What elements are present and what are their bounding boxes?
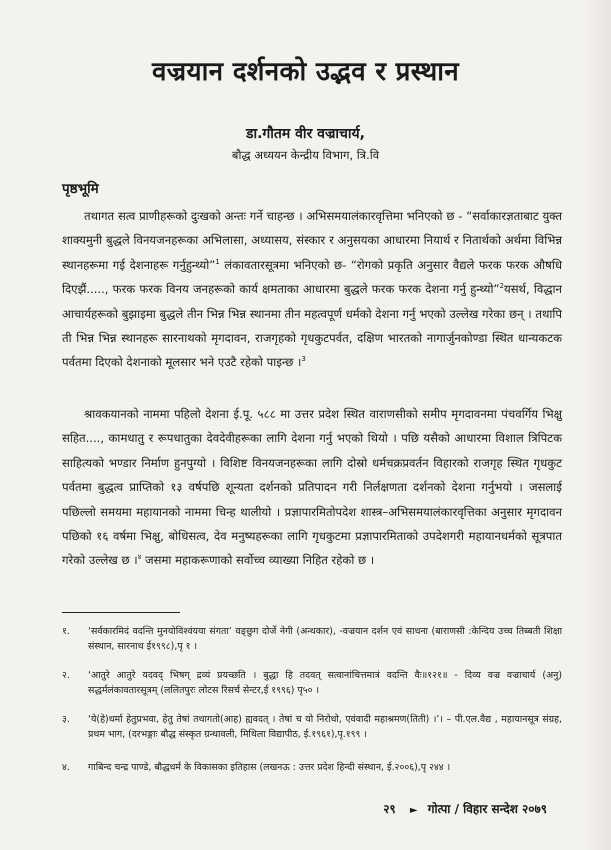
paragraph-text: श्रावकयानको नाममा पहिलो देशना ई.पू. ५८८ मा उत्तर प्रदेश स्थित वाराणसीको समीप मृगदावनमा पंचवर्गिय भिक्षु सहित...., कामधातु र रूपधातुका देवदेवीहरूका लागि देशना गर्नु भएको थियो । पछि यसैको आधारमा विशाल त्रिपिटक साहित्यको भण्डार निर्माण हुनपुग्यो । विशिष्ट विनयजनहरूका लागि दोस्रो धर्मचक्रप्रवर्तन विहारको राजगृह स्थित गृधकुट पर्वतमा बुद्धत्व प्राप्तिको १३ वर्षपछि शून्यता दर्शनको प्रतिपादन गरी निर्लक्षणता दर्शनको देशना गर्नुभयो । जसलाई पछिल्लो समयमा महायानको नाममा चिन्ह थालीयो । प्रज्ञापारमितोपदेश शास्त्र–अभिसमयालंकारवृत्तिका अनुसार मृगदावन पछिको १६ वर्षमा भिक्षु, बोधिसत्व, देव मनुष्यहरूका लागि गृधकुटमा प्रज्ञापारमिताको उपदेशगरी महायानधर्मको सूत्रपात गरेको उल्लेख छ । — [62, 407, 562, 568]
page-gutter-shadow — [583, 0, 611, 850]
footnote-number: २. — [62, 670, 70, 681]
footnote-2 — [62, 668, 562, 698]
article-title: वज्रयान दर्शनको उद्भव र प्रस्थान — [152, 57, 459, 87]
author-name: डा.गौतम वीर वज्राचार्य, — [245, 126, 365, 142]
triangle-arrow-icon: ► — [409, 805, 418, 816]
journal-name: गोत्पा / विहार सन्देश २०७९ — [427, 802, 547, 816]
paragraph-text: यसर्थ, विद्धान आचार्यहरूको बुझाइमा बुद्धले तीन भिन्न भिन्न स्थानमा तीन महत्वपूर्ण धर्मको देशना गर्नु भएको उल्लेख गरेका छन् । तथापि ती भिन्न भिन्न स्थानहरू सारनाथको मृगदावन, राजगृहको गृधकुटपर्वत, दक्षिण भारतको नागार्जुनकोण्डा स्थित धान्यकटक पर्वतमा दिएको देशनाको मूलसार भने एउटै रहेको पाइन्छ । — [62, 282, 562, 370]
paragraph-text: तथागत सत्व प्राणीहरूको दुःखको अन्तः गर्ने चाहन्छ । अभिसमयालंकारवृत्तिमा भनिएको छ - “सर्वाकारज्ञताबाट युक्त शाक्यमुनी बुद्धले विनयजनहरूका अभिलासा, अध्यासय, संस्कार र अनुसयका आधारमा नियार्थ र नितार्थको अर्थमा विभिन्न स्थानहरूमा गई देशनाहरू गर्नुहुन्थ्यो” — [62, 209, 562, 272]
footnote-3 — [62, 712, 562, 742]
footnote-number: १. — [62, 626, 70, 637]
footnote-marker: 2 — [499, 282, 504, 291]
footnote-marker: ४ — [137, 553, 142, 562]
paragraph-text: जसमा महाकरूणाको सर्वोच्च व्याख्या निहित रहेको छ । — [141, 553, 375, 568]
footnote-marker: 1 — [215, 257, 220, 266]
page-number: २९ — [383, 802, 396, 816]
body-paragraph-1 — [62, 204, 562, 375]
paragraph-text: लंकावतारसूत्रमा भनिएको छ- “रोगको प्रकृति अनुसार वैद्यले फरक फरक औषधि दिएझैं....., फरक फरक विनय जनहरूको कार्य क्षमताका आधारमा बुद्धले फरक फरक देशना गर्नु हुन्थ्यो” — [62, 257, 562, 297]
body-paragraph-2 — [62, 402, 562, 573]
footnote-number: ४. — [62, 762, 70, 773]
footnote-marker: 3 — [301, 355, 306, 364]
footnote-number: ३. — [62, 714, 70, 725]
footnote-text: गाबिन्द चन्द्र पाण्डे, बौद्धधर्म के विकासका इतिहास (लखनऊ : उत्तर प्रदेश हिन्दी संस्थान, ई.२००६),पृ २४४ । — [88, 762, 451, 773]
footnote-text: ‘सर्वकारमिदं वदन्ति मुनयोविश्वंयया संगता’ वङ्छुग दोर्जे नेगी (अन्थकार), -वज्रयान दर्शन एवं साधना (बाराणसी :केन्दिय उच्च तिब्बती शिक्षा संस्थान, सारनाथ ई१९९८),पृ १ । — [88, 626, 562, 652]
page-footer — [383, 800, 547, 817]
author-affiliation: बौद्ध अध्ययन केन्द्रीय विभाग, त्रि.वि — [231, 148, 380, 162]
footnote-4 — [62, 760, 562, 775]
footnote-1 — [62, 624, 562, 654]
footnote-divider — [62, 612, 180, 613]
footnote-text: ‘आतुरे आतुरे यदवद् भिषग् द्रव्यं प्रयच्छति । बुद्धा हि तदवत् सत्वानांचित्तमात्रं वदन्ति वैः॥१२१॥ - दिव्य वज्र वज्राचार्य (अनु) सद्धर्मलंकावतारसूत्रम् (ललितपुरः लोटस रिसर्च सेन्टर,ई १९९६) पृ५० । — [88, 670, 562, 696]
section-heading: पृष्ठभूमि — [62, 181, 99, 197]
footnote-text: ‘ये(हे)धर्मा हेतुप्रभवा, हेतु तेषां तथागतो(आह) ह्यवदत् । तेषां च यो निरोधो, एवंवादी महाश्रमण(तिती) ।’। – पी.एल.वैद्य , महायानसूत्र संग्रह, प्रथम भाग, (दरभङ्गाः बौद्ध संस्कृत ग्रन्थावली, मिथिला विद्यापीठ, ई.१९६१),पृ.१९९ । — [88, 714, 562, 740]
